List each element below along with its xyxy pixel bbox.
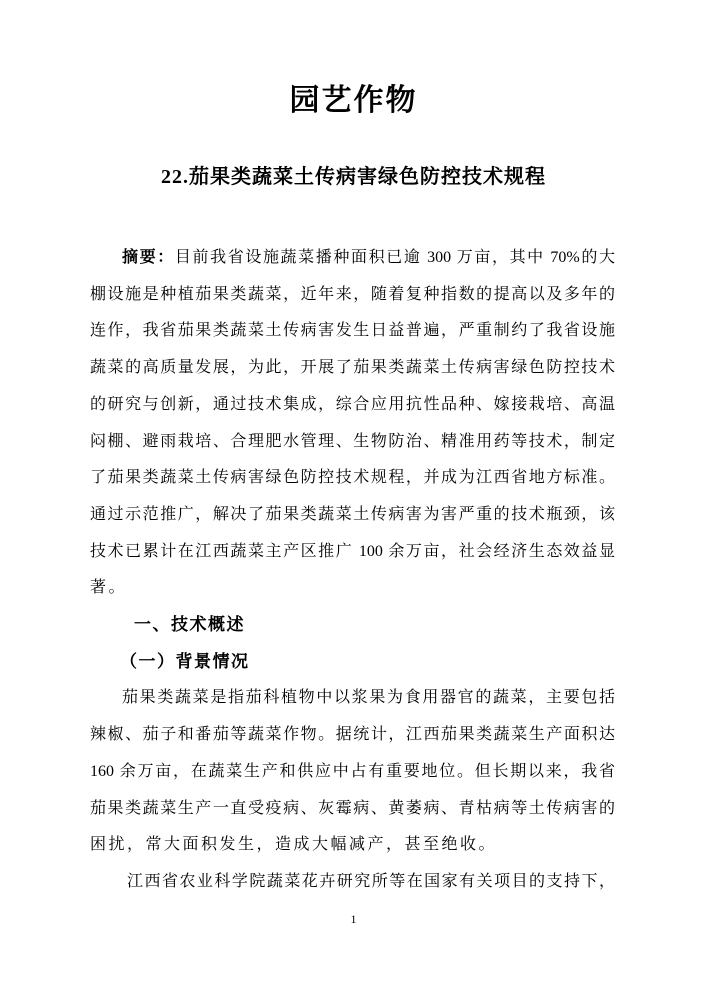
page-subtitle: 22.茄果类蔬菜土传病害绿色防控技术规程 (161, 166, 546, 188)
page-title: 园艺作物 (289, 84, 418, 117)
body-line: 160 余万亩，在蔬菜生产和供应中占有重要地位。但长期以来，我省 (90, 762, 615, 780)
abstract-line: 的研究与创新，通过技术集成，综合应用抗性品种、嫁接栽培、高温 (90, 395, 615, 413)
abstract-line: 棚设施是种植茄果类蔬菜，近年来，随着复种指数的提高以及多年的 (90, 285, 615, 303)
abstract-line: 蔬菜的高质量发展，为此，开展了茄果类蔬菜土传病害绿色防控技术 (90, 359, 615, 377)
body-line: 茄果类蔬菜生产一直受疫病、灰霉病、黄萎病、青枯病等土传病害的 (90, 799, 615, 817)
body-line: 困扰，常大面积发生，造成大幅减产，甚至绝收。 (90, 836, 498, 854)
abstract-label: 摘要： (122, 249, 175, 266)
abstract-line (90, 240, 615, 277)
abstract-line: 通过示范推广，解决了茄果类蔬菜土传病害为害严重的技术瓶颈，该 (90, 505, 615, 523)
abstract-line: 闷棚、避雨栽培、合理肥水管理、生物防治、精准用药等技术，制定 (90, 432, 615, 450)
abstract-line: 著。 (90, 579, 128, 597)
section-heading-overview: 一、技术概述 (134, 615, 245, 635)
body-line: 辣椒、茄子和番茄等蔬菜作物。据统计，江西茄果类蔬菜生产面积达 (90, 726, 615, 744)
document-body (90, 240, 615, 901)
page-number: 1 (350, 911, 357, 926)
body-line: 茄果类蔬菜是指茄科植物中以浆果为食用器官的蔬菜，主要包括 (122, 689, 615, 707)
background-paragraph-1 (90, 680, 615, 864)
background-paragraph-2 (90, 864, 615, 901)
abstract-line: 技术已累计在江西蔬菜主产区推广 100 余万亩，社会经济生态效益显 (90, 542, 615, 560)
abstract-paragraph (90, 240, 615, 607)
section-heading-background: （一）背景情况 (120, 651, 250, 671)
abstract-line: 连作，我省茄果类蔬菜土传病害发生日益普遍，严重制约了我省设施 (90, 322, 615, 340)
abstract-line-text: 目前我省设施蔬菜播种面积已逾 300 万亩，其中 70%的大 (174, 249, 615, 266)
body-line: 江西省农业科学院蔬菜花卉研究所等在国家有关项目的支持下， (127, 872, 615, 890)
abstract-line: 了茄果类蔬菜土传病害绿色防控技术规程，并成为江西省地方标准。 (90, 469, 615, 487)
